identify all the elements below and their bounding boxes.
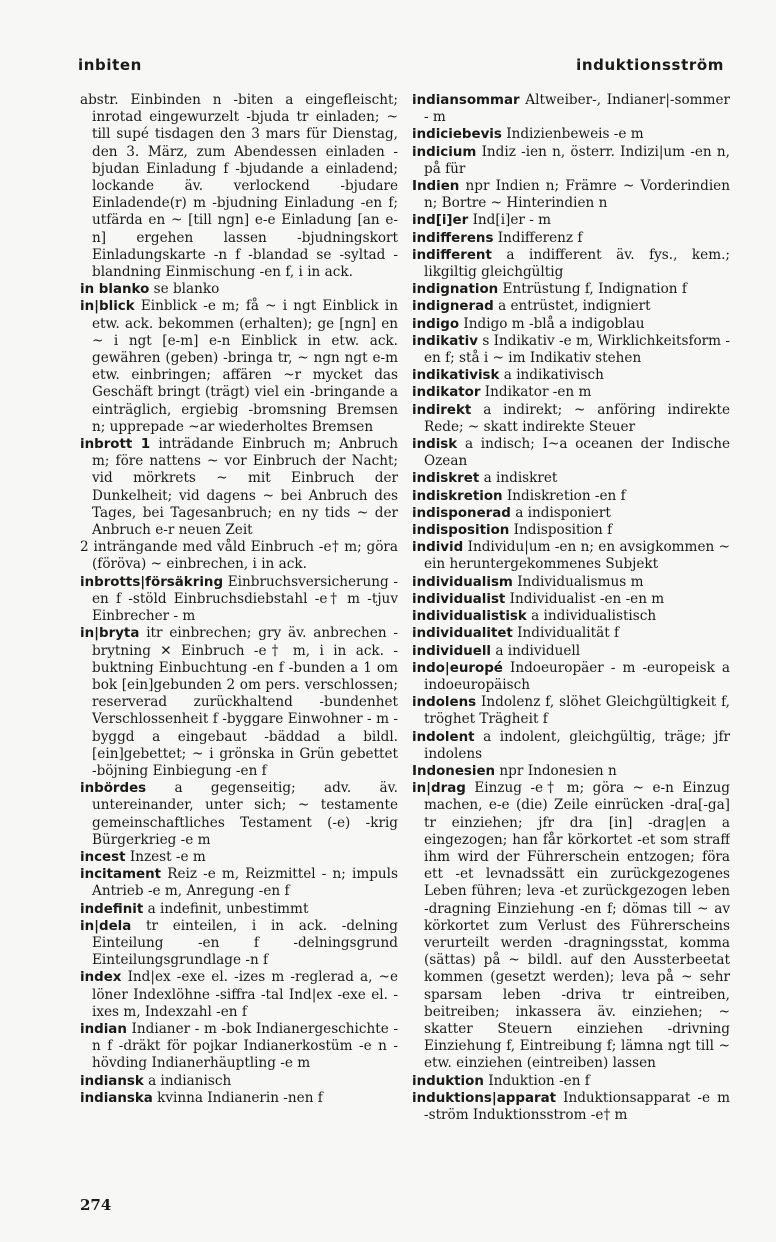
dictionary-entry bbox=[412, 763, 730, 780]
entry-definition: a indisponiert bbox=[515, 504, 611, 521]
entry-definition: Ind|ex -exe el. -izes m -reglerad a, ~e löner Indexlöhne -siffra -tal Ind|ex -exe el. -ixes m, Indexzahl -en f bbox=[92, 969, 398, 1020]
dictionary-entry bbox=[412, 436, 730, 470]
entry-headword: Indonesien bbox=[412, 763, 496, 779]
entry-headword: indisposition bbox=[412, 523, 510, 539]
dictionary-entry bbox=[412, 144, 730, 178]
dictionary-entry bbox=[80, 918, 398, 970]
entry-headword: incest bbox=[80, 849, 126, 865]
entry-definition: Entrüstung f, Indignation f bbox=[502, 281, 687, 298]
entry-headword: indigo bbox=[412, 316, 460, 332]
entry-definition: Indoeuropäer - m -europeisk a indoeuropäisch bbox=[424, 659, 730, 693]
dictionary-entry bbox=[412, 298, 730, 315]
entry-headword: ind[i]er bbox=[412, 213, 469, 229]
entry-headword: indolens bbox=[412, 695, 477, 711]
dictionary-entry bbox=[412, 178, 730, 212]
entry-definition: a indisch; I~a oceanen der Indische Ozean bbox=[424, 436, 730, 470]
dictionary-entry bbox=[80, 436, 398, 539]
entry-definition: Individu|um -en n; en avsigkommen ~ ein heruntergekommenes Subjekt bbox=[424, 539, 730, 573]
entry-definition: itr einbrechen; gry äv. anbrechen -brytning ✕ Einbruch -e† m, i in ack. -buktning Einbuchtung -en f -bunden a 1 om bok [ein]gebunden 2 om pers. verschlossen; reserverad zurückhaltend -bundenhet Verschlossenheit f -byggare Einwohner - m -byggd a eingebaut -bäddad a bildl. [ein]gebettet; ~ i grönska in Grün gebettet -böjning Einbiegung -en f bbox=[92, 625, 398, 779]
entry-definition: a indifferent äv. fys., kem.; likgiltig gleichgültig bbox=[424, 246, 730, 281]
entry-headword: indefinit bbox=[80, 901, 144, 917]
entry-definition: Induktionsapparat -e m -ström Induktionsstrom -e† m bbox=[424, 1089, 730, 1123]
entry-headword: inbrott 1 bbox=[80, 437, 151, 453]
dictionary-entry bbox=[80, 866, 398, 900]
entry-headword: index bbox=[80, 970, 122, 986]
dictionary-entry bbox=[412, 780, 730, 1072]
entry-definition: a gegenseitig; adv. äv. untereinander, unter sich; ~ testamente gemeinschaftliches Testament (-e) -krig Bürgerkrieg -e m bbox=[92, 780, 398, 848]
entry-definition: Einbruchsversicherung -en f -stöld Einbruchsdiebstahl -e† m -tjuv Einbrecher - m bbox=[92, 573, 398, 625]
dictionary-entry bbox=[412, 608, 730, 625]
entry-headword: indignation bbox=[412, 282, 499, 298]
entry-definition: Indiz -ien n, österr. Indizi|um -en n, på für bbox=[424, 143, 730, 177]
dictionary-entry bbox=[412, 384, 730, 401]
dictionary-entry bbox=[80, 281, 398, 298]
dictionary-entry bbox=[412, 660, 730, 694]
left-column bbox=[80, 92, 398, 1182]
dictionary-entry bbox=[412, 92, 730, 126]
entry-headword: indisponerad bbox=[412, 505, 511, 521]
entry-headword: indignerad bbox=[412, 299, 494, 315]
running-head-left: inbiten bbox=[78, 56, 142, 74]
entry-headword: individuell bbox=[412, 643, 491, 659]
dictionary-entry bbox=[412, 625, 730, 642]
entry-definition: a indirekt; ~ anföring indirekte Rede; ~ skatt indirekte Steuer bbox=[424, 401, 730, 435]
entry-headword: indo|europé bbox=[412, 660, 503, 676]
dictionary-entry bbox=[412, 212, 730, 229]
entry-definition: a indikativisch bbox=[503, 367, 604, 384]
entry-definition: a entrüstet, indigniert bbox=[498, 298, 651, 315]
entry-headword: indiskretion bbox=[412, 488, 503, 504]
right-column bbox=[412, 92, 730, 1182]
entry-definition: tr einteilen, i in ack. -delning Einteilung -en f -delningsgrund Einteilungsgrundlage -n f bbox=[92, 917, 398, 969]
dictionary-entry bbox=[412, 333, 730, 367]
entry-definition: Einzug -e† m; göra ~ e-n Einzug machen, e-e (die) Zeile einrücken -dra[-ga] tr einziehen; jfr dra [in] -drag|en a eingezogen; han får körkortet -et som straff ihm wird der Führerschein entzogen; föra ett -et levnadssätt ein zurückgezogenes Leben führen; leva -et zurückgezogen leben -dragning Einziehung -en f; dömas till ~ av körkortet zum Verlust des Führerscheins verurteilt werden -dragningsstat, komma (sättas) på ~ bildl. auf den Aussterbeetat kommen (gesetzt werden); leva på ~ sehr sparsam leben -driva tr eintreiben, beitreiben; inkassera äv. einziehen; ~ skatter Steuern einziehen -drivning Einziehung f, Eintreibung f; lämna ngt till ~ etw. einziehen (eintreiben) lassen bbox=[424, 780, 730, 1072]
entry-definition: Individualismus m bbox=[517, 573, 644, 590]
dictionary-entry bbox=[412, 1073, 730, 1090]
entry-headword: individualitet bbox=[412, 626, 513, 642]
entry-headword: indirekt bbox=[412, 402, 472, 418]
entry-definition: abstr. Einbinden n -biten a eingefleischt; inrotad eingewurzelt -bjuda tr einladen; ~ till supé tisdagen den 3 mars für Dienstag, den 3. März, zum Abendessen einladen -bjudan Einladung f -bjudande a einladend; lockande äv. verlockend -bjudare Einladende(r) m -bjudning Einladung -en f; utfärda en ~ [till ngn] e-e Einladung [an e-n] ergehen lassen -bjudningskort Einladungskarte -n f -blandad se -syltad -blandning Einmischung -en f, i in ack. bbox=[80, 92, 398, 281]
entry-headword: individualistisk bbox=[412, 609, 527, 625]
dictionary-entry bbox=[412, 230, 730, 247]
dictionary-entry bbox=[412, 574, 730, 591]
entry-definition: 2 inträngande med våld Einbruch -e† m; göra (föröva) ~ einbrechen, i in ack. bbox=[80, 539, 398, 573]
entry-headword: indian bbox=[80, 1021, 127, 1037]
entry-headword: incitament bbox=[80, 867, 162, 883]
dictionary-entry bbox=[80, 1090, 398, 1107]
dictionary-entry bbox=[80, 298, 398, 436]
entry-headword: indiciebevis bbox=[412, 127, 502, 143]
entry-headword: indiansk bbox=[80, 1073, 144, 1089]
dictionary-entry bbox=[412, 522, 730, 539]
dictionary-entry bbox=[80, 539, 398, 573]
dictionary-entry bbox=[412, 1090, 730, 1124]
dictionary-entry bbox=[80, 969, 398, 1021]
dictionary-entry bbox=[412, 729, 730, 763]
entry-definition: a indolent, gleichgültig, träge; jfr indolens bbox=[424, 728, 730, 762]
entry-headword: indicium bbox=[412, 144, 477, 160]
dictionary-entry bbox=[80, 1073, 398, 1090]
entry-headword: inbördes bbox=[80, 781, 147, 797]
entry-definition: a indiskret bbox=[483, 470, 558, 487]
entry-headword: individualism bbox=[412, 574, 513, 590]
entry-headword: inbrotts|försäkring bbox=[80, 574, 224, 590]
entry-headword: in|blick bbox=[80, 299, 135, 315]
entry-headword: indifferent bbox=[412, 247, 492, 263]
entry-headword: indikativisk bbox=[412, 368, 500, 384]
entry-headword: individualist bbox=[412, 591, 506, 607]
entry-definition: npr Indonesien n bbox=[499, 762, 617, 779]
dictionary-entry bbox=[80, 901, 398, 918]
entry-definition: inträdande Einbruch m; Anbruch m; före nattens ~ vor Einbruch der Nacht; vid mörkrets ~ mit Einbruch der Dunkelheit; vid dagens ~ bei Anbruch des Tages, bei Tagesanbruch; en ny tids ~ der Anbruch e-r neuen Zeit bbox=[92, 436, 398, 539]
dictionary-entry bbox=[412, 643, 730, 660]
entry-definition: Indisposition f bbox=[513, 522, 613, 539]
page-header bbox=[0, 52, 776, 80]
entry-definition: kvinna Indianerin -nen f bbox=[157, 1089, 323, 1106]
entry-headword: in blanko bbox=[80, 282, 150, 298]
entry-definition: Individualist -en -en m bbox=[509, 590, 665, 607]
dictionary-entry bbox=[412, 470, 730, 487]
entry-definition: Indiskretion -en f bbox=[506, 487, 626, 504]
entry-definition: se blanko bbox=[153, 281, 220, 298]
entry-definition: a individuell bbox=[495, 642, 581, 659]
entry-headword: indifferens bbox=[412, 230, 494, 246]
entry-headword: induktions|apparat bbox=[412, 1090, 557, 1106]
entry-headword: in|drag bbox=[412, 781, 466, 797]
dictionary-entry bbox=[412, 367, 730, 384]
dictionary-entry bbox=[412, 247, 730, 281]
entry-headword: induktion bbox=[412, 1073, 484, 1089]
dictionary-entry bbox=[412, 539, 730, 573]
dictionary-entry bbox=[412, 505, 730, 522]
entry-headword: indiansommar bbox=[412, 93, 520, 108]
dictionary-entry bbox=[80, 625, 398, 780]
running-head-right: induktionsström bbox=[576, 56, 724, 74]
entry-headword: in|dela bbox=[80, 918, 132, 934]
entry-definition: Individualität f bbox=[517, 625, 620, 642]
entry-definition: a individualistisch bbox=[531, 608, 657, 625]
dictionary-entry bbox=[412, 402, 730, 436]
entry-definition: Indifferenz f bbox=[497, 229, 583, 246]
entry-headword: indolent bbox=[412, 729, 475, 745]
entry-headword: indikator bbox=[412, 385, 481, 401]
dictionary-entry bbox=[80, 92, 398, 281]
entry-definition: Inzest -e m bbox=[129, 848, 206, 865]
dictionary-entry bbox=[412, 694, 730, 728]
entry-headword: indikativ bbox=[412, 333, 478, 349]
entry-headword: indisk bbox=[412, 437, 458, 453]
entry-definition: a indianisch bbox=[148, 1072, 232, 1089]
dictionary-entry bbox=[80, 849, 398, 866]
dictionary-entry bbox=[412, 126, 730, 143]
dictionary-entry bbox=[412, 488, 730, 505]
entry-headword: indiskret bbox=[412, 471, 480, 487]
entry-definition: Indigo m -blå a indigoblau bbox=[463, 315, 645, 332]
dictionary-entry bbox=[412, 316, 730, 333]
entry-headword: indianska bbox=[80, 1090, 153, 1106]
entry-definition: a indefinit, unbestimmt bbox=[147, 900, 309, 917]
entry-definition: Indikator -en m bbox=[484, 384, 592, 401]
entry-definition: Indizienbeweis -e m bbox=[506, 126, 644, 143]
dictionary-entry bbox=[80, 780, 398, 849]
entry-definition: npr Indien n; Främre ~ Vorderindien n; Bortre ~ Hinterindien n bbox=[424, 178, 730, 212]
dictionary-entry bbox=[80, 574, 398, 626]
dictionary-entry bbox=[412, 591, 730, 608]
entry-definition: Einblick -e m; få ~ i ngt Einblick in etw. ack. bekommen (erhalten); ge [ngn] en ~ i ngt [e-m] e-n Einblick in etw. ack. gewähren (geben) -bringa tr, ~ ngn ngt e-m etw. einbringen; affären ~r mycket das Geschäft bringt (trägt) viel ein -bringande a einträglich, ergiebig -bromsning Bremsen n; upprepade ~ar wiederholtes Bremsen bbox=[92, 298, 398, 435]
entry-definition: Reiz -e m, Reizmittel - n; impuls Antrieb -e m, Anregung -en f bbox=[92, 866, 398, 900]
dictionary-entry bbox=[80, 1021, 398, 1073]
entry-definition: Induktion -en f bbox=[488, 1072, 590, 1089]
entry-definition: s Indikativ -e m, Wirklichkeitsform -en f; stå i ~ im Indikativ stehen bbox=[424, 332, 730, 367]
entry-headword: in|bryta bbox=[80, 626, 140, 642]
entry-definition: Altweiber-, Indianer|-sommer - m bbox=[424, 92, 730, 126]
dictionary-entry bbox=[412, 281, 730, 298]
entry-definition: Ind[i]er - m bbox=[472, 212, 552, 229]
entry-definition: Indianer - m -bok Indianergeschichte -n f -dräkt för pojkar Indianerkostüm -e n -hövding Indianerhäuptling -e m bbox=[92, 1020, 398, 1072]
entry-definition: Indolenz f, slöhet Gleichgültigkeit f, tröghet Trägheit f bbox=[424, 694, 730, 728]
entry-headword: Indien bbox=[412, 179, 460, 195]
page-number: 274 bbox=[80, 1196, 112, 1214]
entry-headword: individ bbox=[412, 540, 464, 556]
